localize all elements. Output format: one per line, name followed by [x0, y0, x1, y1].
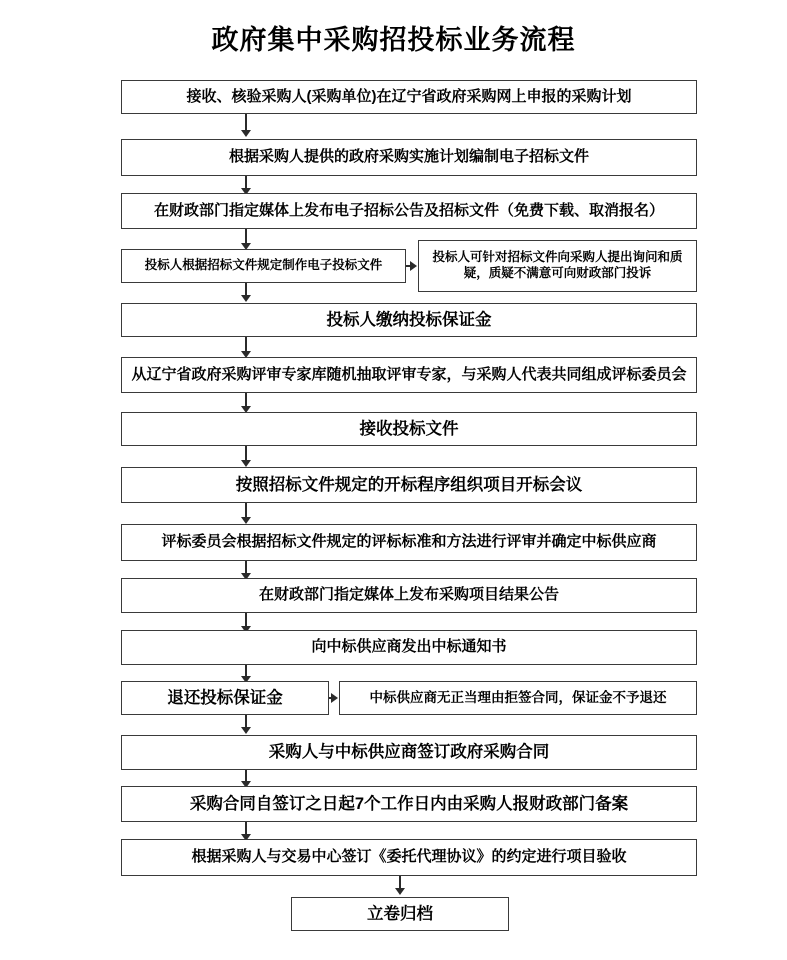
- flow-node-6: [121, 303, 697, 337]
- flow-node-9-label: 按照招标文件规定的开标程序组织项目开标会议: [235, 475, 583, 494]
- flow-node-7-label: 从辽宁省政府采购评审专家库随机抽取评审专家，与采购人代表共同组成评标委员会: [131, 365, 687, 383]
- flow-node-6-label: 投标人缴纳投标保证金: [326, 310, 492, 329]
- flow-node-16-label: 采购合同自签订之日起7个工作日内由采购人报财政部门备案: [189, 794, 629, 813]
- flow-node-3-label: 在财政部门指定媒体上发布电子招标公告及招标文件（免费下载、取消报名）: [153, 201, 664, 219]
- flow-node-8-label: 接收投标文件: [359, 419, 459, 438]
- arrowhead-4-5: [410, 261, 417, 271]
- flow-node-10: [121, 524, 697, 561]
- arrowhead-9-10: [241, 517, 251, 524]
- flow-node-11: [121, 578, 697, 613]
- flow-node-4: [121, 249, 406, 283]
- flow-node-1-label: 接收、核验采购人(采购单位)在辽宁省政府采购网上申报的采购计划: [186, 87, 632, 105]
- flow-node-4-label: 投标人根据招标文件规定制作电子投标文件: [144, 258, 383, 273]
- arrowhead-1-2: [241, 130, 251, 137]
- arrowhead-17-18: [395, 888, 405, 895]
- flow-node-7: [121, 357, 697, 393]
- flow-node-15: [121, 735, 697, 770]
- flow-node-3: [121, 193, 697, 229]
- flow-node-8: [121, 412, 697, 446]
- flow-node-14-label: 中标供应商无正当理由拒签合同，保证金不予退还: [369, 689, 667, 705]
- flow-node-16: [121, 786, 697, 822]
- flow-node-13-label: 退还投标保证金: [167, 688, 283, 707]
- flow-node-13: [121, 681, 329, 715]
- flow-node-1: [121, 80, 697, 114]
- arrowhead-4-6: [241, 295, 251, 302]
- arrowhead-13-14: [331, 693, 338, 703]
- flow-node-17: [121, 839, 697, 876]
- flow-node-11-label: 在财政部门指定媒体上发布采购项目结果公告: [258, 586, 559, 604]
- flow-node-15-label: 采购人与中标供应商签订政府采购合同: [268, 743, 550, 762]
- flow-node-17-label: 根据采购人与交易中心签订《委托代理协议》的约定进行项目验收: [191, 848, 627, 866]
- flow-node-5: [418, 240, 697, 292]
- flow-node-18: [291, 897, 509, 931]
- flow-node-2: [121, 139, 697, 176]
- flow-node-9: [121, 467, 697, 503]
- page-title: 政府集中采购招投标业务流程: [211, 25, 576, 56]
- flow-node-5-label: 投标人可针对招标文件向采购人提出询问和质疑，质疑不满意可向财政部门投诉: [432, 250, 683, 280]
- flow-node-12: [121, 630, 697, 665]
- flow-node-18-label: 立卷归档: [367, 904, 433, 923]
- flow-node-10-label: 评标委员会根据招标文件规定的评标标准和方法进行评审并确定中标供应商: [161, 533, 657, 551]
- flow-node-12-label: 向中标供应商发出中标通知书: [311, 638, 507, 656]
- flow-node-14: [339, 681, 697, 715]
- arrowhead-8-9: [241, 460, 251, 467]
- flow-node-2-label: 根据采购人提供的政府采购实施计划编制电子招标文件: [228, 148, 589, 166]
- arrowhead-13-15: [241, 727, 251, 734]
